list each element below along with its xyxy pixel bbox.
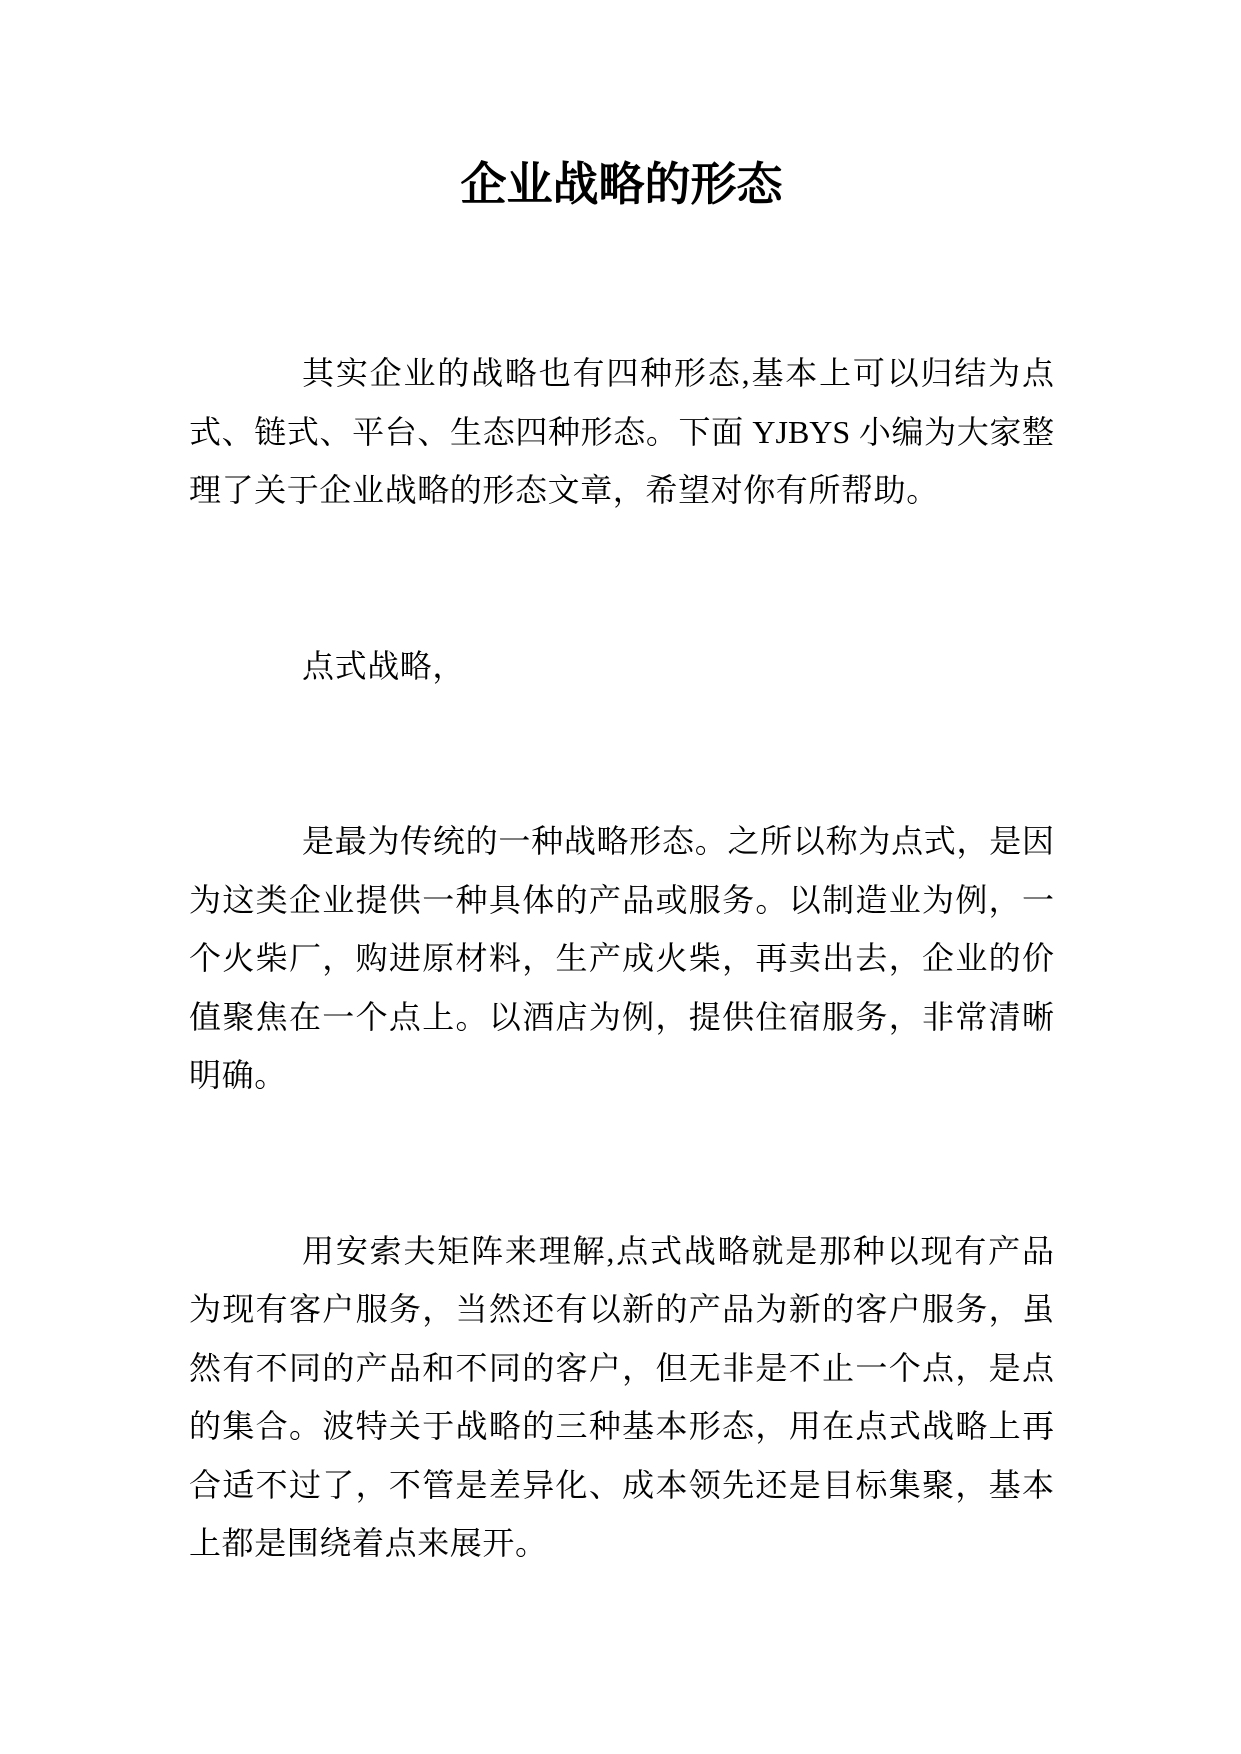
text-line: 的集合。波特关于战略的三种基本形态，用在点式战略上再: [189, 1408, 1054, 1444]
section-heading-paragraph: [189, 637, 1054, 696]
document-body: [189, 155, 1054, 1573]
text-line: 为现有客户服务，当然还有以新的产品为新的客户服务，虽: [189, 1291, 1054, 1327]
text-line: 个火柴厂，购进原材料，生产成火柴，再卖出去，企业的价: [189, 940, 1054, 976]
text-line: 明确。: [189, 1057, 287, 1093]
body-paragraph: [189, 1222, 1054, 1573]
text-line: 理了关于企业战略的形态文章，希望对你有所帮助。: [189, 472, 939, 508]
document-title: 企业战略的形态: [460, 159, 783, 210]
text-line: 合适不过了，不管是差异化、成本领先还是目标集聚，基本: [189, 1466, 1054, 1503]
text-line: 点式战略，: [302, 647, 466, 684]
text-line: 然有不同的产品和不同的客户，但无非是不止一个点，是点: [189, 1349, 1054, 1386]
intro-paragraph: [189, 344, 1054, 520]
text-line: 式、链式、平台、生态四种形态。下面 YJBYS 小编为大家整: [189, 413, 1054, 450]
text-line: 是最为传统的一种战略形态。之所以称为点式，是因: [302, 823, 1054, 859]
text-line: 为这类企业提供一种具体的产品或服务。以制造业为例，一: [189, 881, 1054, 918]
body-paragraph: [189, 812, 1054, 1105]
text-line: 上都是围绕着点来展开。: [189, 1525, 548, 1561]
text-line: 值聚焦在一个点上。以酒店为例，提供住宿服务，非常清晰: [189, 998, 1054, 1035]
text-line: 用安索夫矩阵来理解,点式战略就是那种以现有产品: [302, 1232, 1054, 1269]
text-line: 其实企业的战略也有四种形态,基本上可以归结为点: [302, 355, 1054, 391]
